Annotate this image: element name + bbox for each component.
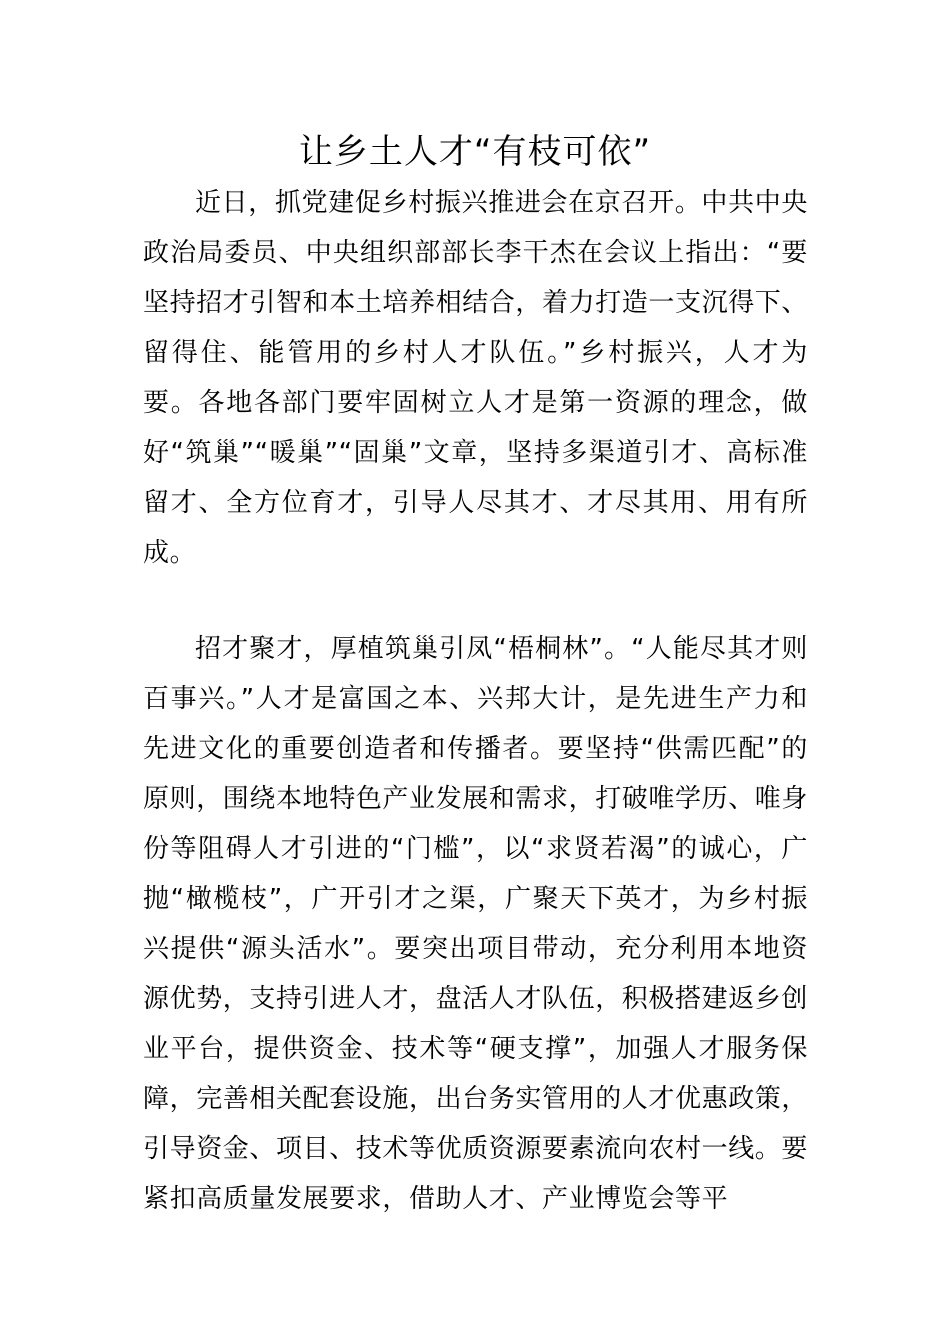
paragraph-2: 招才聚才，厚植筑巢引凤“梧桐林”。“人能尽其才则百事兴。”人才是富国之本、兴邦大计，是先进生产力和先进文化的重要创造者和传播者。要坚持“供需匹配”的原则，围绕本地特色产业发展和需求，打破唯学历、唯身份等阻碍人才引进的“门槛”，以“求贤若渴”的诚心，广抛“橄榄枝”，广开引才之渠，广聚天下英才，为乡村振兴提供“源头活水”。要突出项目带动，充分利用本地资源优势，支持引进人才，盘活人才队伍，积极搭建返乡创业平台，提供资金、技术等“硬支撑”，加强人才服务保障，完善相关配套设施，出台务实管用的人才优惠政策，引导资金、项目、技术等优质资源要素流向农村一线。要紧扣高质量发展要求，借助人才、产业博览会等平 <box>143 634 809 1214</box>
document-title: 让乡土人才“有枝可依” <box>298 132 652 172</box>
paragraph-1: 近日，抓党建促乡村振兴推进会在京召开。中共中央政治局委员、中央组织部部长李干杰在会议上指出：“要坚持招才引智和本土培养相结合，着力打造一支沉得下、留得住、能管用的乡村人才队伍。”乡村振兴，人才为要。各地各部门要牢固树立人才是第一资源的理念，做好“筑巢”“暖巢”“固巢”文章，坚持多渠道引才、高标准留才、全方位育才，引导人尽其才、才尽其用、用有所成。 <box>143 188 809 568</box>
